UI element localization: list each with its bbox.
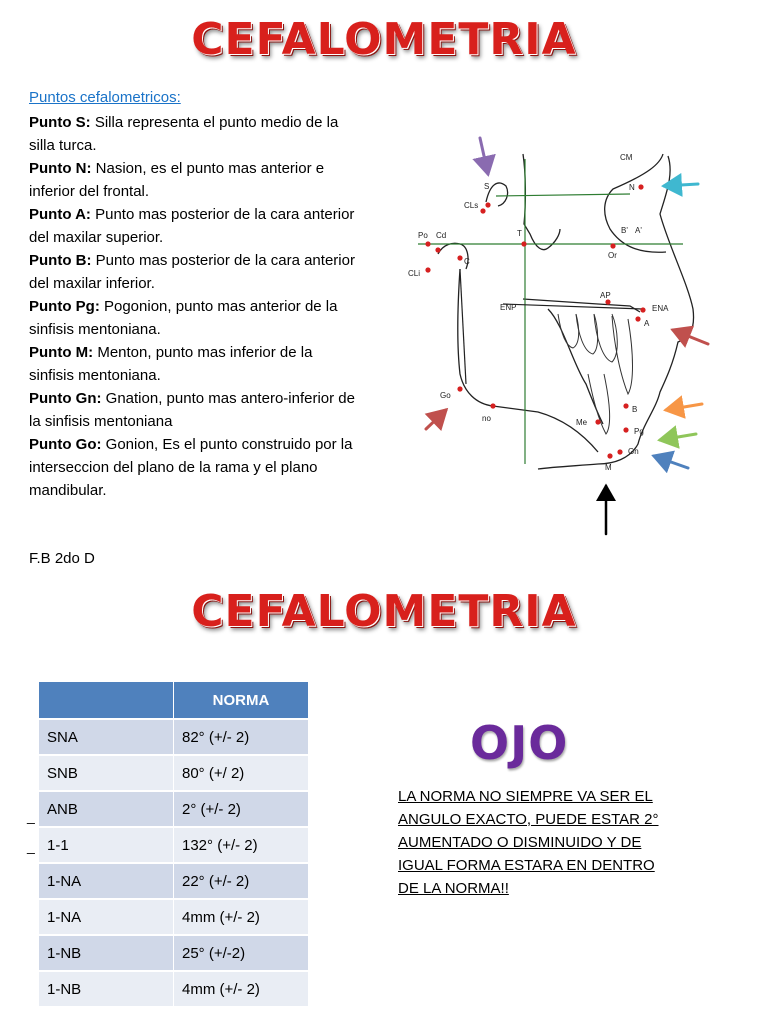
label-a: A (644, 319, 650, 328)
point-go-dot (457, 386, 462, 391)
table-cell: 1-1 (39, 827, 174, 863)
label-n: N (629, 183, 635, 192)
label-go: Go (440, 391, 451, 400)
point-item: Punto Gn: Gnation, punto mas antero-inferior de la sinfisis mentoniana (29, 390, 355, 430)
table-cell: 1-NB (39, 935, 174, 971)
point-ena-dot (640, 307, 645, 312)
table-cell: ANB (39, 791, 174, 827)
table-row (39, 755, 309, 791)
label-cm: CM (620, 153, 633, 162)
skull-outline (523, 154, 560, 250)
label-t: T (517, 229, 522, 238)
point-cli-dot (425, 267, 430, 272)
point-no-dot (490, 403, 495, 408)
point-a-dot (635, 316, 640, 321)
table-cell: SNA (39, 719, 174, 755)
table-row (39, 791, 309, 827)
margin-mark: _ (27, 838, 35, 854)
label-po: Po (418, 231, 428, 240)
label-bprime: B' (621, 226, 628, 235)
table-cell: 2° (+/- 2) (174, 791, 309, 827)
label-m: M (605, 463, 612, 472)
point-item: Punto A: Punto mas posterior de la cara anterior del maxilar superior. (29, 206, 355, 246)
table-row (39, 899, 309, 935)
label-c: C (464, 257, 470, 266)
norma-table (39, 682, 309, 1006)
label-cls: CLs (464, 201, 479, 210)
table-row (39, 827, 309, 863)
point-gn-dot (617, 449, 622, 454)
point-s-dot (485, 202, 490, 207)
table-cell: 22° (+/- 2) (174, 863, 309, 899)
palatal-plane (503, 304, 643, 309)
tooth-outline (588, 374, 610, 434)
cephalometric-diagram (398, 134, 723, 544)
label-b: B (632, 405, 638, 414)
point-item: Punto M: Menton, punto mas inferior de la sinfisis mentoniana. (29, 344, 313, 384)
table-header-cell: NORMA (174, 682, 309, 719)
arrow-orange (666, 404, 702, 410)
point-cd-dot (435, 247, 440, 252)
tooth-outline (558, 314, 579, 348)
point-item: Punto Pg: Pogonion, punto mas anterior de la sinfisis mentoniana. (29, 298, 338, 338)
arrow-red-left (426, 410, 446, 429)
point-m-dot (607, 453, 612, 458)
table-cell: 25° (+/-2) (174, 935, 309, 971)
point-c-dot (457, 255, 462, 260)
frontal-outline (605, 154, 666, 252)
label-ena: ENA (652, 304, 669, 313)
norma-note: LA NORMA NO SIEMPRE VA SER EL ANGULO EXACTO, PUEDE ESTAR 2° AUMENTADO O DISMINUIDO Y DE IGUAL FORMA ESTARA EN DENTRO DE LA NORMA!! (398, 788, 659, 897)
label-gn: Gn (628, 447, 639, 456)
label-me: Me (576, 418, 588, 427)
label-pg: Pg (634, 427, 644, 436)
table-row (39, 863, 309, 899)
point-item: Punto B: Punto mas posterior de la cara anterior del maxilar inferior. (29, 252, 355, 292)
tooth-outline (612, 316, 633, 394)
point-item: Punto N: Nasion, es el punto mas anterior e inferior del frontal. (29, 160, 325, 200)
point-me-dot (595, 419, 600, 424)
page-title: CEFALOMETRIA (191, 14, 577, 65)
table-cell: 82° (+/- 2) (174, 719, 309, 755)
point-t-dot (521, 241, 526, 246)
point-n-dot (638, 184, 643, 189)
label-cd: Cd (436, 231, 447, 240)
table-row (39, 971, 309, 1006)
sn-line (496, 194, 630, 196)
point-po-dot (425, 241, 430, 246)
ramus-line (460, 269, 466, 384)
table-cell: 1-NA (39, 863, 174, 899)
point-item: Punto Go: Gonion, Es el punto construido por la interseccion del plano de la rama y el plano mandibular. (29, 436, 353, 499)
label-enp: ENP (500, 303, 517, 312)
ojo-heading: OJO (470, 716, 569, 770)
label-or: Or (608, 251, 617, 260)
point-cls-dot (480, 208, 485, 213)
table-cell: 132° (+/- 2) (174, 827, 309, 863)
label-aprime: A' (635, 226, 642, 235)
table-cell: 1-NB (39, 971, 174, 1006)
point-ap-dot (605, 299, 610, 304)
table-header-cell (39, 682, 174, 719)
arrow-cyan (664, 184, 698, 186)
label-s: S (484, 182, 490, 191)
arrow-blue (654, 456, 688, 468)
margin-mark: _ (27, 808, 35, 824)
point-item: Punto S: Silla representa el punto medio de la silla turca. (29, 114, 339, 154)
section-subtitle: Puntos cefalometricos: (29, 89, 181, 106)
arrow-purple (480, 138, 488, 174)
point-or-dot (610, 243, 615, 248)
table-cell: 1-NA (39, 899, 174, 935)
author-footer: F.B 2do D (29, 550, 95, 567)
table-header-row (39, 682, 309, 719)
points-list (29, 111, 359, 502)
arrow-green (660, 434, 696, 440)
maxilla-outline (548, 309, 603, 424)
table-cell: 4mm (+/- 2) (174, 899, 309, 935)
label-cli: CLi (408, 269, 421, 278)
table-cell: 80° (+/ 2) (174, 755, 309, 791)
point-b-dot (623, 403, 628, 408)
table-cell: SNB (39, 755, 174, 791)
label-ap: AP (600, 291, 611, 300)
table-cell: 4mm (+/- 2) (174, 971, 309, 1006)
point-pg-dot (623, 427, 628, 432)
label-no: no (482, 414, 491, 423)
section-title: CEFALOMETRIA (191, 586, 577, 637)
table-row (39, 719, 309, 755)
table-row (39, 935, 309, 971)
